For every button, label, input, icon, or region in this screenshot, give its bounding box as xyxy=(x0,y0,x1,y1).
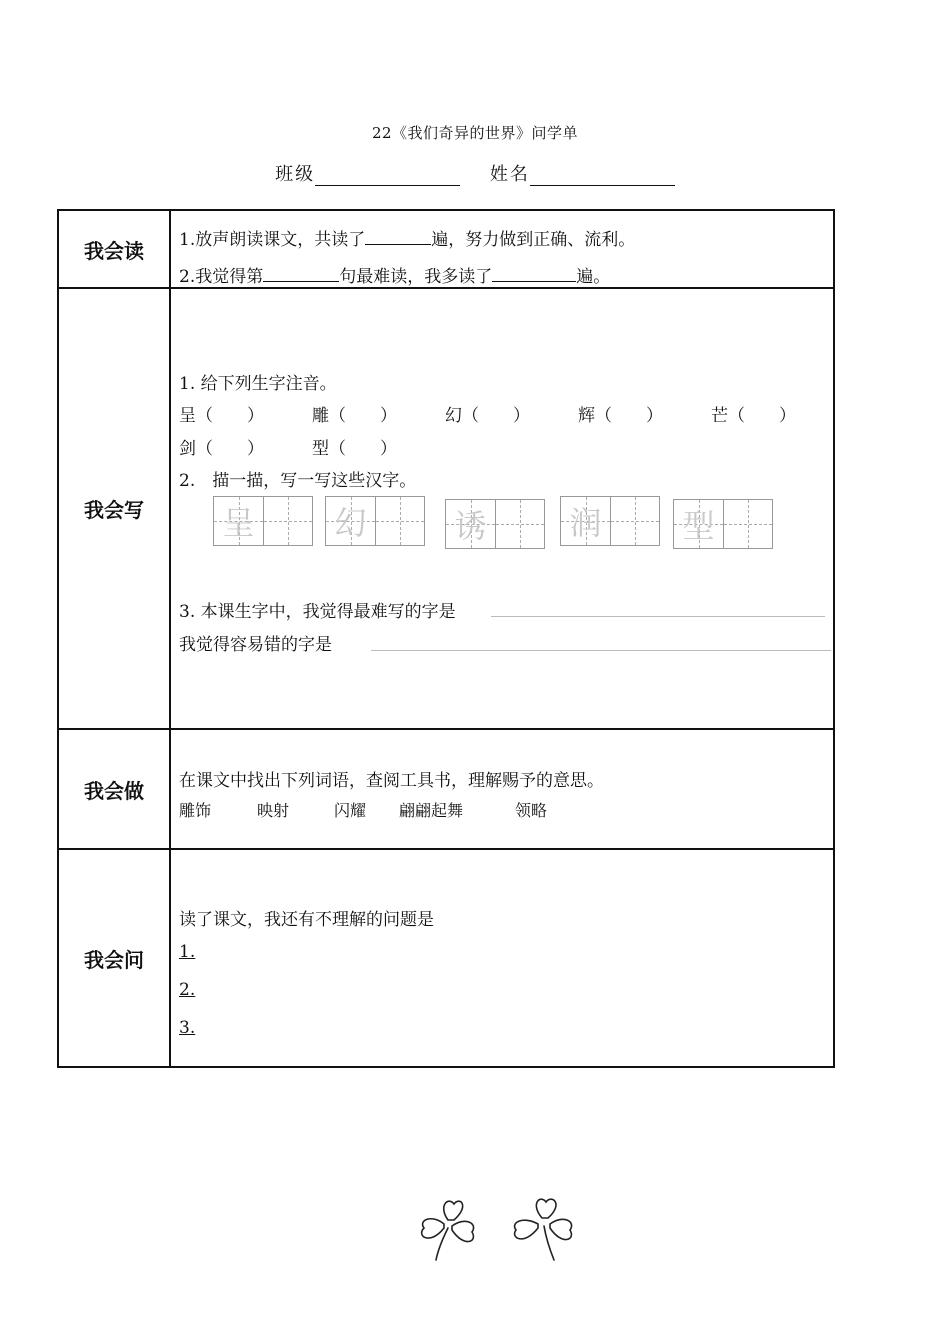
trace-char: 润 xyxy=(569,504,602,542)
read-count-blank[interactable] xyxy=(365,226,431,245)
write-content xyxy=(179,289,833,728)
word-item: 领略 xyxy=(515,801,548,820)
name-field[interactable] xyxy=(530,165,675,186)
student-info xyxy=(0,160,950,186)
ask-label: 我会问 xyxy=(59,850,171,1066)
word-list xyxy=(179,798,547,821)
write-row xyxy=(59,289,833,730)
pinyin-item[interactable]: 幻（ ） xyxy=(445,406,530,426)
write-question-3: 3. 本课生字中，我觉得最难写的字是 xyxy=(179,602,456,622)
do-instruction: 在课文中找出下列词语，查阅工具书，理解赐予的意思。 xyxy=(179,771,604,791)
read-content xyxy=(179,211,833,287)
word-item: 雕饰 xyxy=(179,801,212,820)
clover-icon xyxy=(508,1190,580,1262)
write-question-1: 1. 给下列生字注音。 xyxy=(179,374,337,394)
trace-char: 呈 xyxy=(222,504,255,542)
tracing-grid[interactable] xyxy=(445,499,545,549)
read-question-1: 1.放声朗读课文，共读了 遍，努力做到正确、流利。 xyxy=(179,225,635,250)
trace-char: 幻 xyxy=(334,504,367,542)
pinyin-item[interactable]: 芒（ ） xyxy=(711,406,796,426)
pinyin-item[interactable]: 型（ ） xyxy=(312,439,397,459)
do-content xyxy=(179,730,833,848)
hardest-char-line[interactable] xyxy=(491,616,825,617)
trace-char: 型 xyxy=(682,507,715,545)
tracing-grid[interactable] xyxy=(325,496,425,546)
pinyin-row-1 xyxy=(179,401,844,426)
pinyin-item[interactable]: 剑（ ） xyxy=(179,439,264,459)
tracing-grid[interactable] xyxy=(673,499,773,549)
question-item[interactable]: 3. xyxy=(179,1018,196,1038)
tracing-grid[interactable] xyxy=(213,496,313,546)
do-row xyxy=(59,730,833,850)
word-item: 映射 xyxy=(257,801,290,820)
class-label: 班级 xyxy=(275,164,316,185)
question-item[interactable]: 1. xyxy=(179,942,196,962)
do-label: 我会做 xyxy=(59,730,171,848)
ask-row xyxy=(59,850,833,1066)
pinyin-item[interactable]: 呈（ ） xyxy=(179,406,264,426)
page-title: 22《我们奇异的世界》问学单 xyxy=(371,124,579,142)
write-question-2: 2. 描一描，写一写这些汉字。 xyxy=(179,471,417,491)
read-row xyxy=(59,211,833,289)
tracing-grid[interactable] xyxy=(560,496,660,546)
extra-read-blank[interactable] xyxy=(492,263,576,282)
write-question-3b: 我觉得容易错的字是 xyxy=(179,635,332,655)
pinyin-item[interactable]: 雕（ ） xyxy=(312,406,397,426)
word-item: 闪耀 xyxy=(334,801,367,820)
write-label: 我会写 xyxy=(59,289,171,728)
pinyin-row-2 xyxy=(179,434,445,459)
question-item[interactable]: 2. xyxy=(179,980,196,1000)
error-char-line[interactable] xyxy=(371,650,831,651)
sentence-number-blank[interactable] xyxy=(263,263,339,282)
ask-prompt: 读了课文，我还有不理解的问题是 xyxy=(179,910,434,930)
class-field[interactable] xyxy=(315,165,460,186)
word-item: 翩翩起舞 xyxy=(399,801,464,820)
worksheet-table xyxy=(57,209,835,1068)
pinyin-item[interactable]: 辉（ ） xyxy=(578,406,663,426)
trace-char: 诱 xyxy=(454,507,487,545)
read-question-2: 2.我觉得第 句最难读，我多读了 遍。 xyxy=(179,262,610,287)
read-label: 我会读 xyxy=(59,211,171,287)
clover-icon xyxy=(412,1190,484,1262)
ask-content xyxy=(179,850,833,1066)
name-label: 姓名 xyxy=(489,164,530,185)
